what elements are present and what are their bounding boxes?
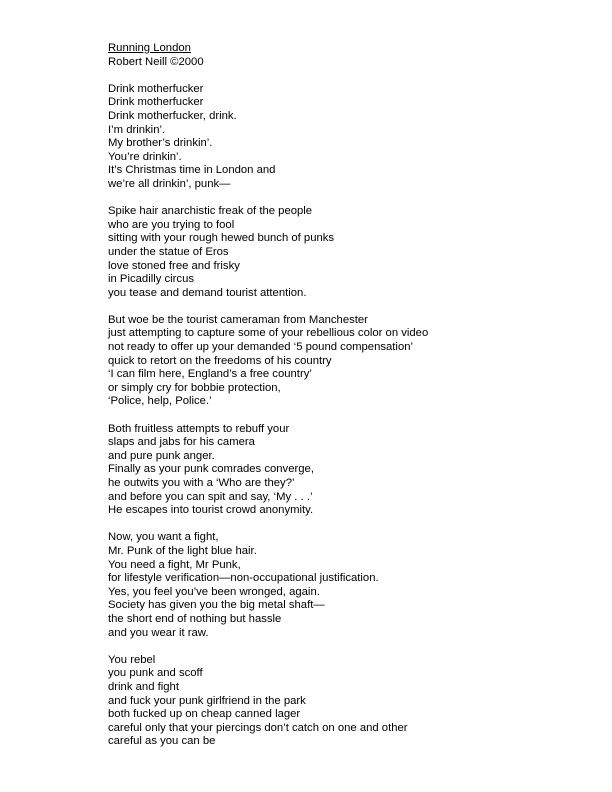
poem-line: He escapes into tourist crowd anonymity. xyxy=(108,504,314,517)
poem-line: Mr. Punk of the light blue hair. xyxy=(108,544,257,557)
poem-stanzas xyxy=(108,83,578,749)
poem-line: both fucked up on cheap canned lager xyxy=(108,708,301,721)
poem-line: Society has given you the big metal shaft— xyxy=(108,599,325,612)
stanza xyxy=(108,205,578,300)
poem-line: But woe be the tourist cameraman from Manchester xyxy=(108,313,368,326)
poem-line: slaps and jabs for his camera xyxy=(108,436,255,449)
poem-line: under the statue of Eros xyxy=(108,245,229,258)
poem-line: careful as you can be xyxy=(108,735,216,748)
poem-line: you punk and scoff xyxy=(108,667,203,680)
stanza xyxy=(108,423,578,518)
poem-line: You need a fight, Mr Punk, xyxy=(108,558,241,571)
poem-byline: Robert Neill ©2000 xyxy=(108,55,204,68)
poem-line: I’m drinkin’. xyxy=(108,123,166,136)
stanza xyxy=(108,314,578,409)
poem-line: and you wear it raw. xyxy=(108,626,209,639)
poem-line: drink and fight xyxy=(108,680,179,693)
poem-title: Running London xyxy=(108,42,191,54)
poem-line: careful only that your piercings don’t catch on one and other xyxy=(108,721,408,734)
poem-line: Drink motherfucker, drink. xyxy=(108,109,237,122)
poem-line: or simply cry for bobbie protection, xyxy=(108,381,281,394)
poem-line: Drink motherfucker xyxy=(108,96,204,109)
poem-line: we’re all drinkin’, punk— xyxy=(108,177,231,190)
poem-line: and fuck your punk girlfriend in the park xyxy=(108,694,306,707)
poem-line: ‘Police, help, Police.’ xyxy=(108,395,212,408)
poem-line: and before you can spit and say, ‘My . . .’ xyxy=(108,490,313,503)
poem-line: You’re drinkin’. xyxy=(108,150,182,163)
poem-line: quick to retort on the freedoms of his country xyxy=(108,354,332,367)
poem-line: not ready to offer up your demanded ‘5 pound compensation’ xyxy=(108,341,414,354)
poem-line: just attempting to capture some of your rebellious color on video xyxy=(108,327,429,340)
poem-body xyxy=(108,42,578,749)
stanza xyxy=(108,83,578,192)
poem-line: love stoned free and frisky xyxy=(108,259,240,272)
poem-line: and pure punk anger. xyxy=(108,449,215,462)
stanza xyxy=(108,531,578,640)
poem-line: Yes, you feel you’ve been wronged, again. xyxy=(108,585,320,598)
poem-line: sitting with your rough hewed bunch of punks xyxy=(108,232,335,245)
poem-line: Now, you want a fight, xyxy=(108,531,219,544)
poem-line: Spike hair anarchistic freak of the people xyxy=(108,205,313,218)
poem-line: who are you trying to fool xyxy=(108,218,235,231)
poem-line: for lifestyle verification—non-occupational justification. xyxy=(108,572,379,585)
poem-line: Drink motherfucker xyxy=(108,82,204,95)
stanza xyxy=(108,654,578,749)
poem-line: he outwits you with a ‘Who are they?’ xyxy=(108,477,295,489)
poem-line: you tease and demand tourist attention. xyxy=(108,286,307,299)
poem-line: in Picadilly circus xyxy=(108,273,195,286)
poem-line: It’s Christmas time in London and xyxy=(108,164,276,177)
poem-line: the short end of nothing but hassle xyxy=(108,612,282,625)
poem-line: Both fruitless attempts to rebuff your xyxy=(108,422,290,435)
poem-line: You rebel xyxy=(108,653,156,666)
poem-line: Finally as your punk comrades converge, xyxy=(108,463,314,476)
poem-line: My brother’s drinkin’. xyxy=(108,137,213,150)
poem-line: ‘I can film here, England’s a free country’ xyxy=(108,368,312,381)
